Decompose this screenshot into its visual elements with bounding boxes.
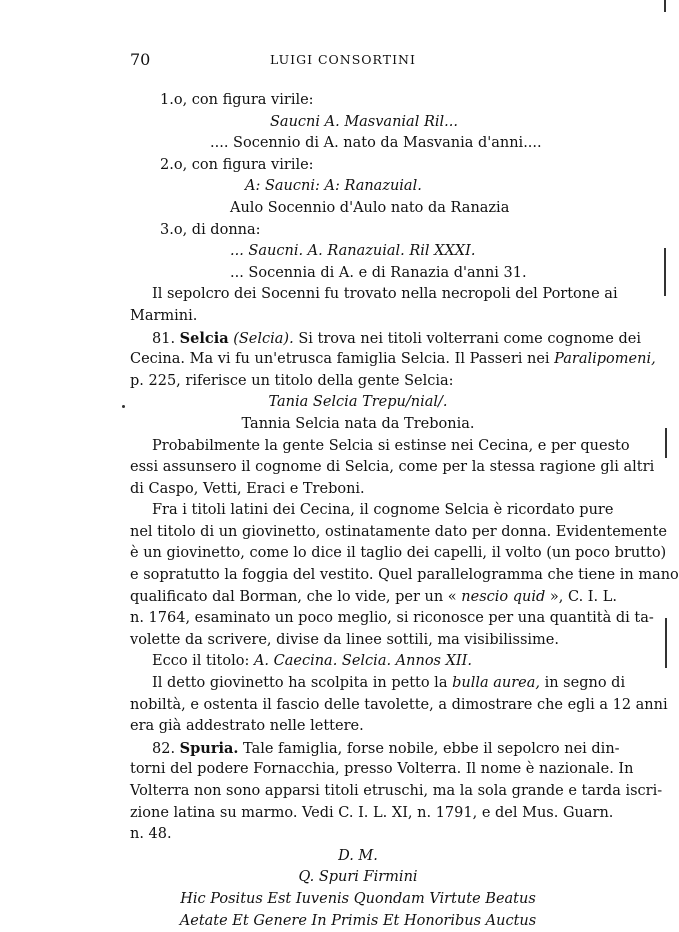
text-line (130, 587, 617, 609)
text-fragment: Tale famiglia, forse nobile, ebbe il sepolcro nei din- (243, 740, 620, 757)
text-line: nobiltà, e ostenta il fascio delle tavolette, a dimostrare che egli a 12 anni (130, 696, 668, 713)
text-line: volette da scrivere, divise da linee sottili, ma visibilissime. (130, 631, 559, 648)
text-line: n. 1764, esaminato un poco meglio, si riconosce per una quantità di ta- (130, 610, 654, 627)
text-line: di Caspo, Vetti, Eraci e Treboni. (130, 480, 365, 497)
text-fragment: qualificato dal Borman, che lo vide, per un « (130, 588, 457, 605)
running-title: LUIGI CONSORTINI (270, 52, 416, 67)
text-line (130, 889, 586, 911)
text-line: 3.o, di donna: (160, 221, 261, 238)
text-line: Il sepolcro dei Socenni fu trovato nella necropoli del Portone ai (152, 286, 618, 303)
text-line (130, 673, 626, 695)
text-line (130, 846, 586, 868)
text-line: .... Socennio di A. nato da Masvania d'anni.... (210, 135, 542, 152)
text-line: e sopratutto la foggia del vestito. Quel parallelogramma che tiene in mano (130, 567, 679, 584)
text-line: essi assunsero il cognome di Selcia, come per la stessa ragione gli altri (130, 459, 655, 476)
scan-edge-mark (665, 428, 667, 458)
text-line: p. 225, riferisce un titolo della gente Selcia: (130, 372, 454, 389)
text-line (130, 392, 586, 414)
text-line: zione latina su marmo. Vedi C. I. L. XI, n. 1791, e del Mus. Guarn. (130, 804, 614, 821)
scan-edge-mark (664, 0, 666, 12)
section-number: 81. (152, 330, 176, 347)
text-fragment: Ecco il titolo: (152, 653, 250, 670)
inscription-text: A. Caecina. Selcia. Annos XII. (253, 653, 472, 670)
text-line: è un giovinetto, come lo dice il taglio dei capelli, il volto (un poco brutto) (130, 545, 667, 562)
text-line (130, 349, 656, 371)
text-line: Fra i titoli latini dei Cecina, il cognome Selcia è ricordato pure (152, 502, 614, 519)
text-line: nel titolo di un giovinetto, ostinatamente dato per donna. Evidentemente (130, 523, 667, 540)
latin-phrase: bulla aurea, (452, 675, 540, 692)
scan-edge-mark (664, 248, 666, 296)
text-line: Probabilmente la gente Selcia si estinse nei Cecina, e per questo (152, 437, 630, 454)
inscription-text: D. M. (338, 847, 378, 864)
text-line (130, 651, 586, 673)
text-fragment: Cecina. Ma vi fu un'etrusca famiglia Selcia. Il Passeri nei (130, 351, 550, 368)
text-line: Aulo Socennio d'Aulo nato da Ranazia (230, 199, 510, 216)
text-line: torni del podere Fornacchia, presso Volterra. Il nome è nazionale. In (130, 761, 634, 778)
page-number: 70 (130, 50, 151, 69)
section-number: 82. (152, 740, 176, 757)
text-line (130, 241, 586, 263)
page-body (130, 90, 679, 932)
text-line: 2.o, con figura virile: (160, 156, 314, 173)
inscription-text: Q. Spuri Firmini (298, 869, 418, 886)
text-line (130, 911, 586, 932)
text-fragment: », C. I. L. (549, 588, 617, 605)
latin-phrase: nescio quid (461, 588, 546, 605)
text-line: Tannia Selcia nata da Trebonia. (241, 415, 475, 432)
text-line: 1.o, con figura virile: (160, 92, 314, 108)
text-line (130, 867, 586, 889)
section-heading-selcia (130, 328, 641, 350)
text-line (130, 176, 586, 198)
text-line: ... Socennia di A. e di Ranazia d'anni 31. (230, 264, 527, 281)
inscription-text: Tania Selcia Trepu/nial/. (268, 394, 448, 411)
section-name: Spuria. (179, 739, 239, 757)
section-name: Selcia (179, 329, 229, 347)
text-line: Volterra non sono apparsi titoli etruschi, ma la sola grande e tarda iscri- (130, 783, 663, 799)
text-line (130, 112, 586, 134)
scan-speck (122, 405, 125, 408)
text-fragment: Si trova nei titoli volterrani come cognome dei (298, 330, 641, 347)
text-line: Marmini. (130, 307, 198, 324)
text-line: n. 48. (130, 826, 172, 843)
inscription-text: ... Saucni. A. Ranazuial. Ril XXXI. (230, 243, 476, 260)
text-line: era già addestrato nelle lettere. (130, 718, 364, 735)
inscription-text: A: Saucni: A: Ranazuial. (245, 178, 422, 195)
text-fragment: Il detto giovinetto ha scolpita in petto la (152, 675, 448, 692)
section-heading-spuria (130, 738, 620, 760)
inscription-text: Aetate Et Genere In Primis Et Honoribus Auctus (179, 912, 537, 929)
inscription-text: Hic Positus Est Iuvenis Quondam Virtute Beatus (180, 890, 536, 907)
section-name-italic: (Selcia). (233, 330, 294, 347)
scan-edge-mark (665, 618, 667, 668)
book-title: Paralipomeni, (554, 351, 656, 368)
text-fragment: in segno di (544, 675, 626, 692)
inscription-text: Saucni A. Masvanial Ril... (270, 113, 458, 130)
